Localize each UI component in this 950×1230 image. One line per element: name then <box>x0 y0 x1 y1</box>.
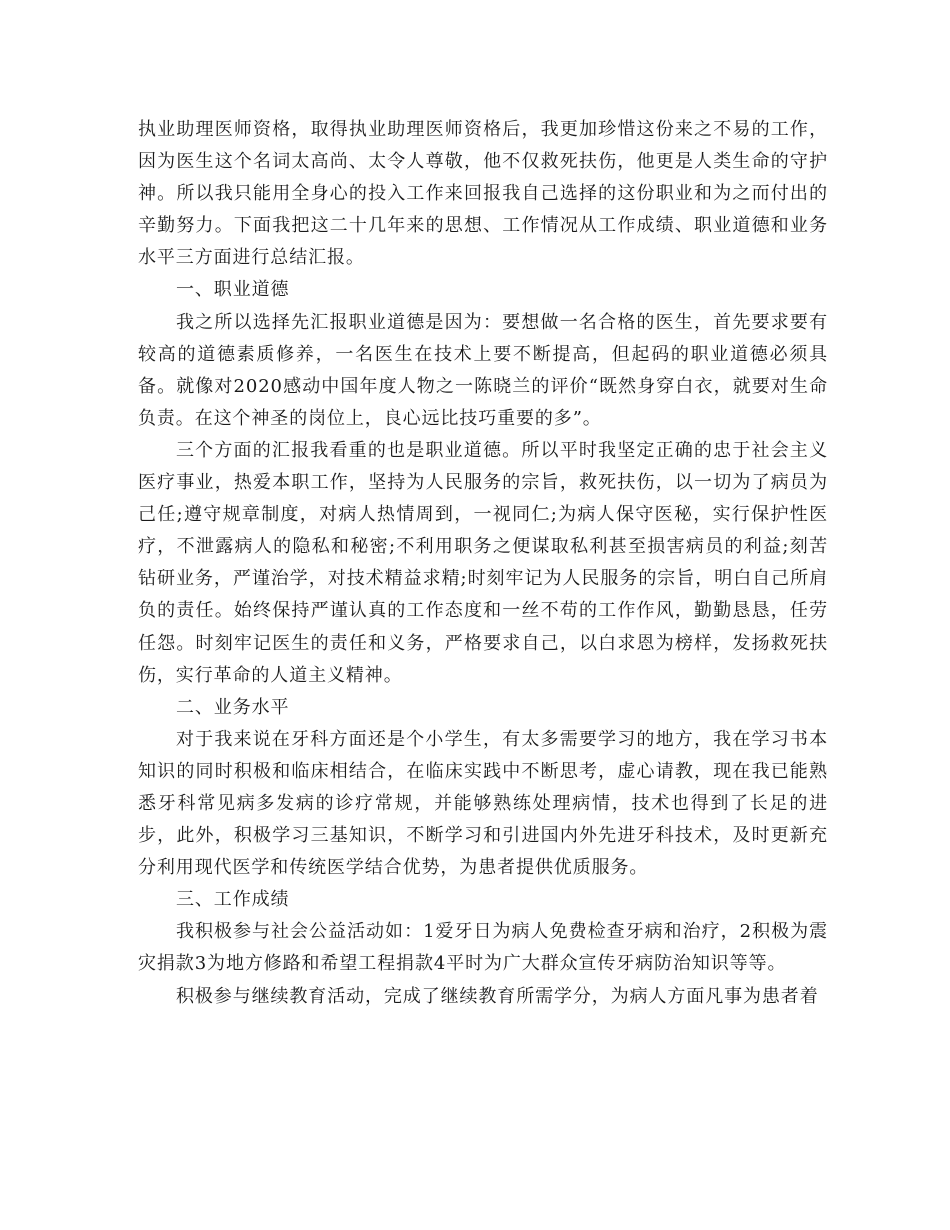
paragraph-ethics-practice: 三个方面的汇报我看重的也是职业道德。所以平时我坚定正确的忠于社会主义医疗事业，热爱本职工作，坚持为人民服务的宗旨，救死扶伤，以一切为了病员为己任;遵守规章制度，对病人热情周到，一视同仁;为病人保守医秘，实行保护性医疗，不泄露病人的隐私和秘密;不利用职务之便谋取私利甚至损害病员的利益;刻苦钻研业务，严谨治学，对技术精益求精;时刻牢记为人民服务的宗旨，明白自己所肩负的责任。始终保持严谨认真的工作态度和一丝不苟的工作作风，勤勤恳恳，任劳任怨。时刻牢记医生的责任和义务，严格要求自己，以白求恩为榜样，发扬救死扶伤，实行革命的人道主义精神。 <box>138 439 828 686</box>
section-heading-work-achievements: 三、工作成绩 <box>176 889 290 911</box>
paragraph-intro: 执业助理医师资格，取得执业助理医师资格后，我更加珍惜这份来之不易的工作，因为医生这个名词太高尚、太令人尊敬，他不仅救死扶伤，他更是人类生命的守护神。所以我只能用全身心的投入工作来回报我自己选择的这份职业和为之而付出的辛勤努力。下面我把这二十几年来的思想、工作情况从工作成绩、职业道德和业务水平三方面进行总结汇报。 <box>138 119 828 269</box>
paragraph-continuing-education: 积极参与继续教育活动，完成了继续教育所需学分，为病人方面凡事为患者着 <box>176 985 819 1007</box>
paragraph-professional-level: 对于我来说在牙科方面还是个小学生，有太多需要学习的地方，我在学习书本知识的同时积极和临床相结合，在临床实践中不断思考，虚心请教，现在我已能熟悉牙科常见病多发病的诊疗常规，并能够熟练处理病情，技术也得到了长足的进步，此外，积极学习三基知识，不断学习和引进国内外先进牙科技术，及时更新充分利用现代医学和传统医学结合优势，为患者提供优质服务。 <box>138 728 828 879</box>
paragraph-ethics-reason: 我之所以选择先汇报职业道德是因为：要想做一名合格的医生，首先要求要有较高的道德素质修养，一名医生在技术上要不断提高，但起码的职业道德必须具备。就像对2020感动中国年度人物之一陈晓兰的评价“既然身穿白衣，就要对生命负责。在这个神圣的岗位上，良心远比技巧重要的多”。 <box>138 311 828 429</box>
section-heading-professional-level: 二、业务水平 <box>176 696 290 718</box>
document-body <box>138 114 828 1013</box>
section-heading-professional-ethics: 一、职业道德 <box>176 279 290 301</box>
paragraph-public-welfare: 我积极参与社会公益活动如：1爱牙日为病人免费检查牙病和治疗，2积极为震灾捐款3为地方修路和希望工程捐款4平时为广大群众宣传牙病防治知识等等。 <box>138 921 828 975</box>
